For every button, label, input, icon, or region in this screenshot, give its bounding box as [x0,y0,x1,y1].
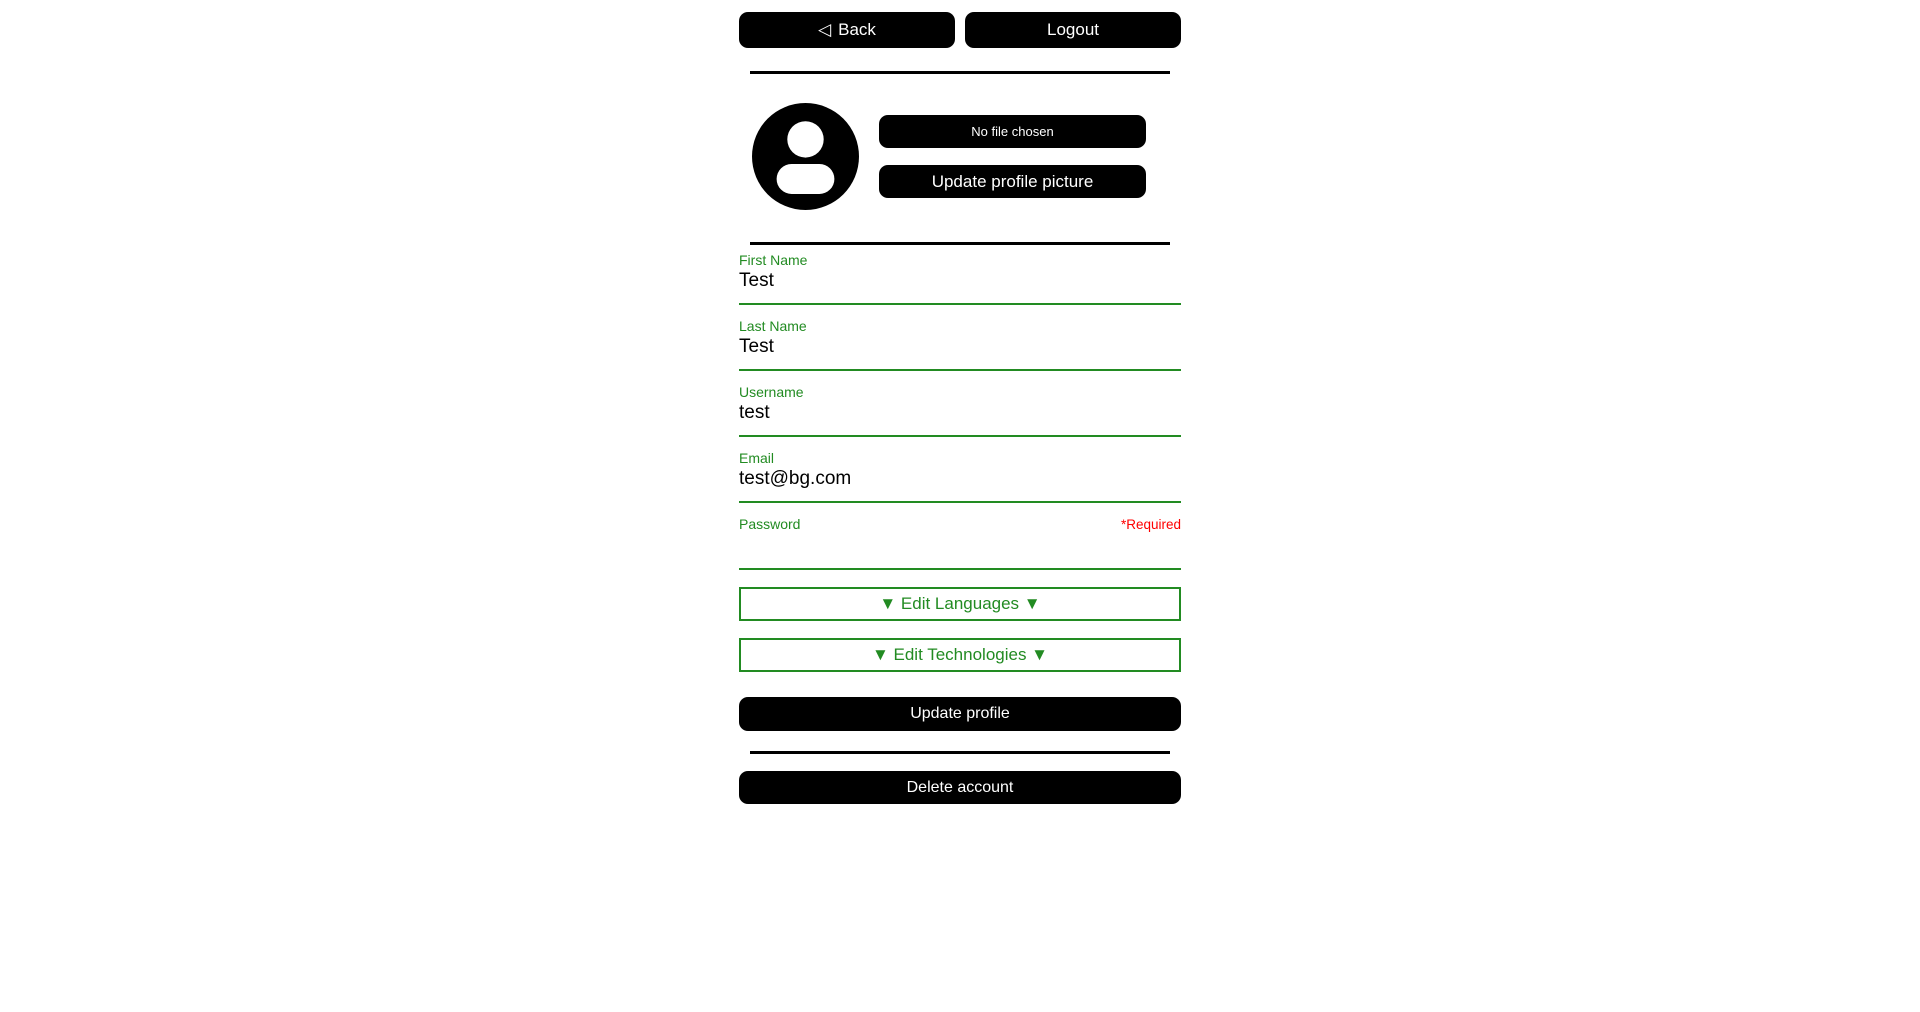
profile-form-container [739,0,1181,804]
username-input[interactable] [739,400,1181,435]
password-required-note: *Required [1120,517,1181,532]
divider-picture-form [750,242,1170,245]
last-name-input[interactable] [739,334,1181,369]
divider-top [750,71,1170,74]
username-label: Username [739,384,804,400]
email-input[interactable] [739,466,1181,501]
password-label: Password [739,516,801,532]
email-field [739,450,1181,503]
delete-account-button[interactable] [739,771,1181,804]
update-profile-picture-button[interactable] [879,165,1146,198]
top-button-row [739,12,1181,48]
password-field [739,516,1181,570]
update-profile-picture-label: Update profile picture [931,171,1094,191]
password-input[interactable] [739,533,1181,568]
file-input-status-text: No file chosen [971,124,1054,139]
username-field [739,384,1181,437]
profile-picture-file-input[interactable] [879,115,1146,148]
divider-danger [750,751,1170,754]
update-profile-label: Update profile [910,705,1010,722]
back-button[interactable] [739,12,955,48]
first-name-input[interactable] [739,268,1181,303]
back-button-label: Back [838,20,876,39]
edit-technologies-toggle[interactable] [739,638,1181,672]
email-label: Email [739,450,775,466]
edit-technologies-label: ▼ Edit Technologies ▼ [871,645,1049,664]
edit-languages-label: ▼ Edit Languages ▼ [879,594,1041,613]
last-name-field [739,318,1181,371]
logout-button[interactable] [965,12,1181,48]
avatar-placeholder-icon [752,103,859,210]
profile-picture-section [739,103,1181,210]
edit-languages-toggle[interactable] [739,587,1181,621]
last-name-label: Last Name [739,318,807,334]
back-arrow-icon: ◁ [818,20,832,39]
first-name-label: First Name [739,252,808,268]
update-profile-button[interactable] [739,697,1181,731]
first-name-field [739,252,1181,305]
profile-form [739,252,1181,731]
delete-account-label: Delete account [906,778,1014,796]
picture-controls [879,115,1146,198]
logout-button-label: Logout [1047,20,1099,39]
